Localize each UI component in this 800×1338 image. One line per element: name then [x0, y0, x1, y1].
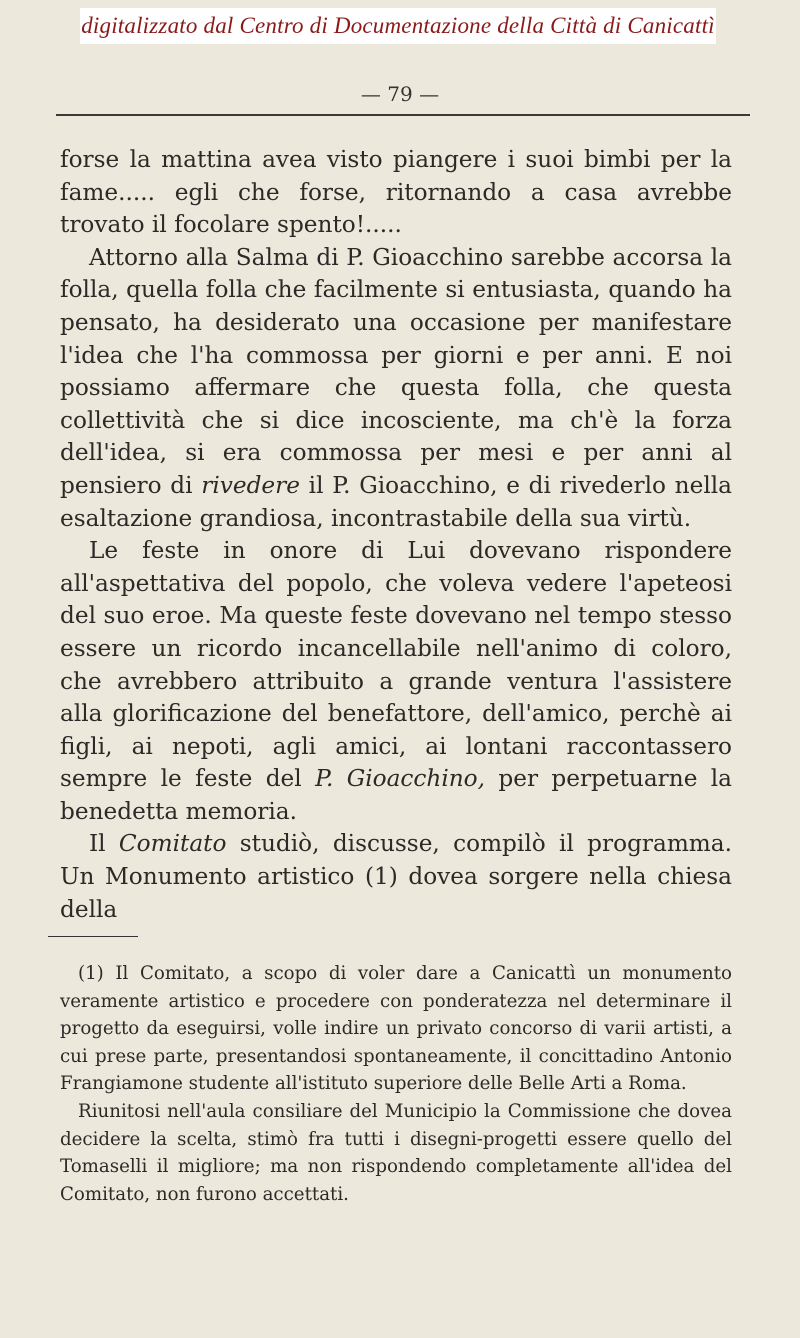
footnote-paragraph-2: Riunitosi nell'aula consiliare del Municipio la Commissione che dovea decidere la scelta, stimò fra tutti i disegni-progetti essere quello del Tomaselli il migliore; ma non rispondendo completamente all'idea del Comitato, non furono accettati. [60, 1100, 732, 1205]
paragraph-3-text-b: per perpetuarne la benedetta memoria. [60, 765, 733, 825]
footnote [60, 960, 732, 1208]
paragraph-4-text-a: Il [89, 830, 119, 858]
paragraph-3 [60, 535, 732, 828]
digitization-banner [80, 8, 716, 44]
paragraph-2-text-b: il P. Gioacchino, e di rivederlo nella esaltazione grandiosa, incontrastabile della sua virtù. [60, 471, 732, 532]
footnote-rule [48, 936, 138, 937]
paragraph-3-emphasis: P. Gioacchino, [315, 765, 486, 793]
paragraph-1 [60, 144, 732, 242]
page-number: — 79 — [360, 82, 440, 106]
paragraph-4-emphasis: Comitato [118, 830, 227, 858]
paragraph-2-text-a: Attorno alla Salma di P. Gioacchino sarebbe accorsa la folla, quella folla che facilmente si entusiasta, quando ha pensato, ha desiderato una occasione per manifestare l'idea che l'ha commossa per giorni e per anni. E noi possiamo affermare che questa folla, che questa collettività che si dice incosciente, ma ch'è la forza dell'idea, si era commossa per mesi e per anni al pensiero di [60, 243, 732, 499]
banner-text: digitalizzato dal Centro di Documentazione della Città di Canicattì [81, 13, 715, 38]
paragraph-3-text-a: Le feste in onore di Lui dovevano rispondere all'aspettativa del popolo, che voleva vedere l'apeteosi del suo eroe. Ma queste feste dovevano nel tempo stesso essere un ricordo incancellabile nell'animo di coloro, che avrebbero attribuito a grande ventura l'assistere alla glorificazione del benefattore, dell'amico, perchè ai figli, ai nepoti, agli amici, ai lontani raccontassero sempre le feste del [60, 537, 732, 793]
main-text [60, 144, 732, 926]
paragraph-1-text: forse la mattina avea visto piangere i suoi bimbi per la fame..... egli che forse, ritornando a casa avrebbe trovato il focolare spento!..... [60, 146, 732, 239]
paragraph-4 [60, 828, 732, 926]
header-rule [56, 114, 750, 116]
paragraph-2-emphasis: rivedere [201, 471, 300, 499]
footnote-paragraph-1: (1) Il Comitato, a scopo di voler dare a Canicattì un monumento veramente artistico e procedere con ponderatezza nel determinare il progetto da eseguirsi, volle indire un privato concorso di varii artisti, a cui prese parte, presentandosi spontaneamente, il concittadino Antonio Frangiamone studente all'istituto superiore delle Belle Arti a Roma. [60, 963, 732, 1095]
paragraph-4-text-b: studiò, discusse, compilò il programma. Un Monumento artistico (1) dovea sorgere nella chiesa della [60, 830, 732, 923]
paragraph-2 [60, 242, 732, 535]
